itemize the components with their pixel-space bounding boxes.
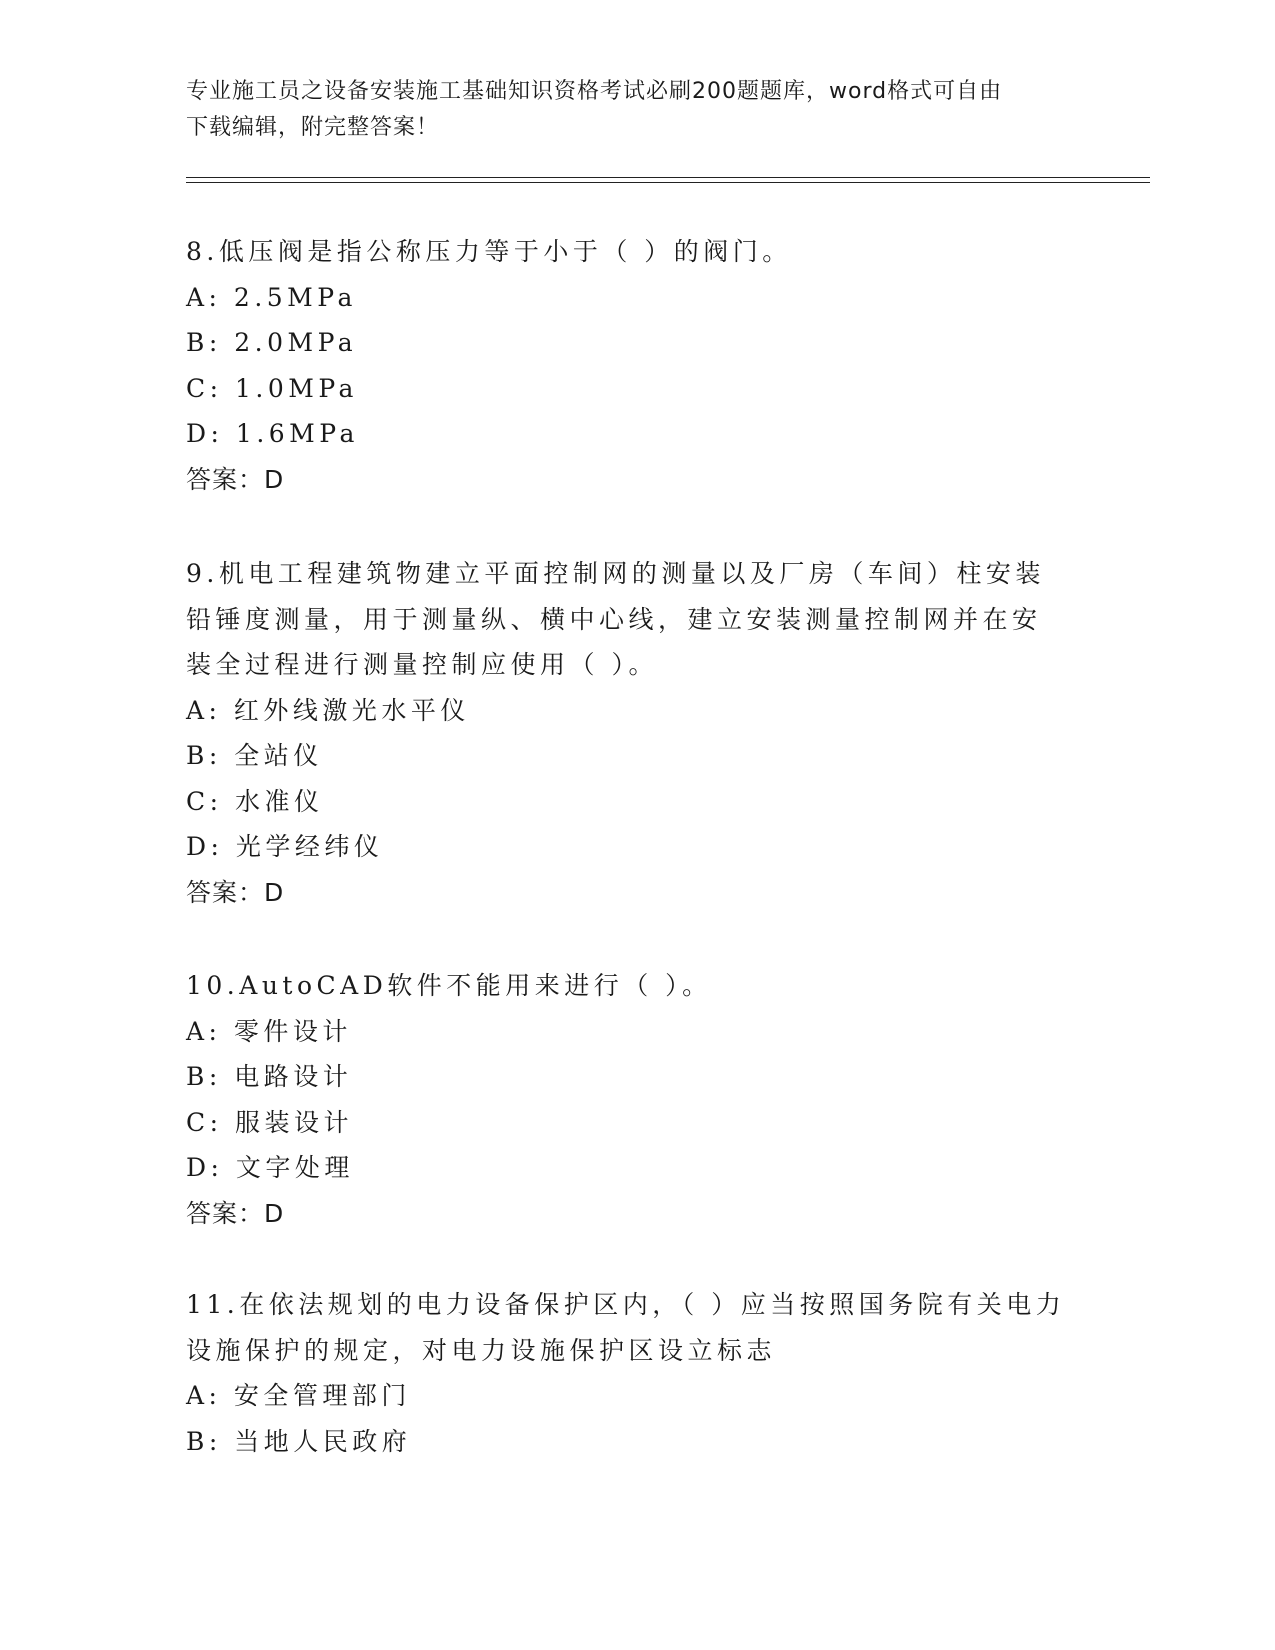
option-a: A: 红外线激光水平仪 <box>186 695 470 725</box>
question-stem: 8.低压阀是指公称压力等于小于（ ）的阀门。 <box>186 237 792 266</box>
option-a: A: 安全管理部门 <box>186 1381 411 1410</box>
question-10 <box>186 963 1066 1236</box>
option-a: A: 零件设计 <box>186 1016 352 1046</box>
option-a: A: 2.5MPa <box>186 282 357 312</box>
option-d: D: 文字处理 <box>186 1153 354 1182</box>
header-rule-top <box>186 177 1150 178</box>
option-b: B: 2.0MPa <box>186 328 358 357</box>
option-c: C: 水准仪 <box>186 786 324 816</box>
option-b: B: 电路设计 <box>186 1062 353 1091</box>
answer: 答案：D <box>186 464 285 494</box>
answer: 答案：D <box>186 1198 285 1228</box>
question-11 <box>186 1282 1066 1464</box>
option-c: C: 1.0MPa <box>186 373 358 403</box>
header-rule-bottom <box>186 182 1150 183</box>
option-d: D: 光学经纬仪 <box>186 832 384 861</box>
header-line-1: 专业施工员之设备安装施工基础知识资格考试必刷200题题库，word格式可自由 <box>186 79 1003 104</box>
question-stem: 9.机电工程建筑物建立平面控制网的测量以及厂房（车间）柱安装铅锤度测量，用于测量纵、横中心线，建立安装测量控制网并在安装全过程进行测量控制应使用（ ）。 <box>186 559 1045 679</box>
option-d: D: 1.6MPa <box>186 419 359 448</box>
question-stem: 10.AutoCAD软件不能用来进行（ ）。 <box>186 971 712 1000</box>
header-line-2: 下载编辑，附完整答案！ <box>186 115 440 140</box>
question-8 <box>186 229 1066 502</box>
document-header <box>186 74 1066 146</box>
option-b: B: 当地人民政府 <box>186 1426 412 1456</box>
option-b: B: 全站仪 <box>186 741 323 770</box>
question-9 <box>186 551 1066 915</box>
answer: 答案：D <box>186 877 285 907</box>
question-stem: 11.在依法规划的电力设备保护区内，（ ）应当按照国务院有关电力设施保护的规定，对电力设施保护区设立标志 <box>186 1290 1066 1365</box>
option-c: C: 服装设计 <box>186 1107 353 1137</box>
